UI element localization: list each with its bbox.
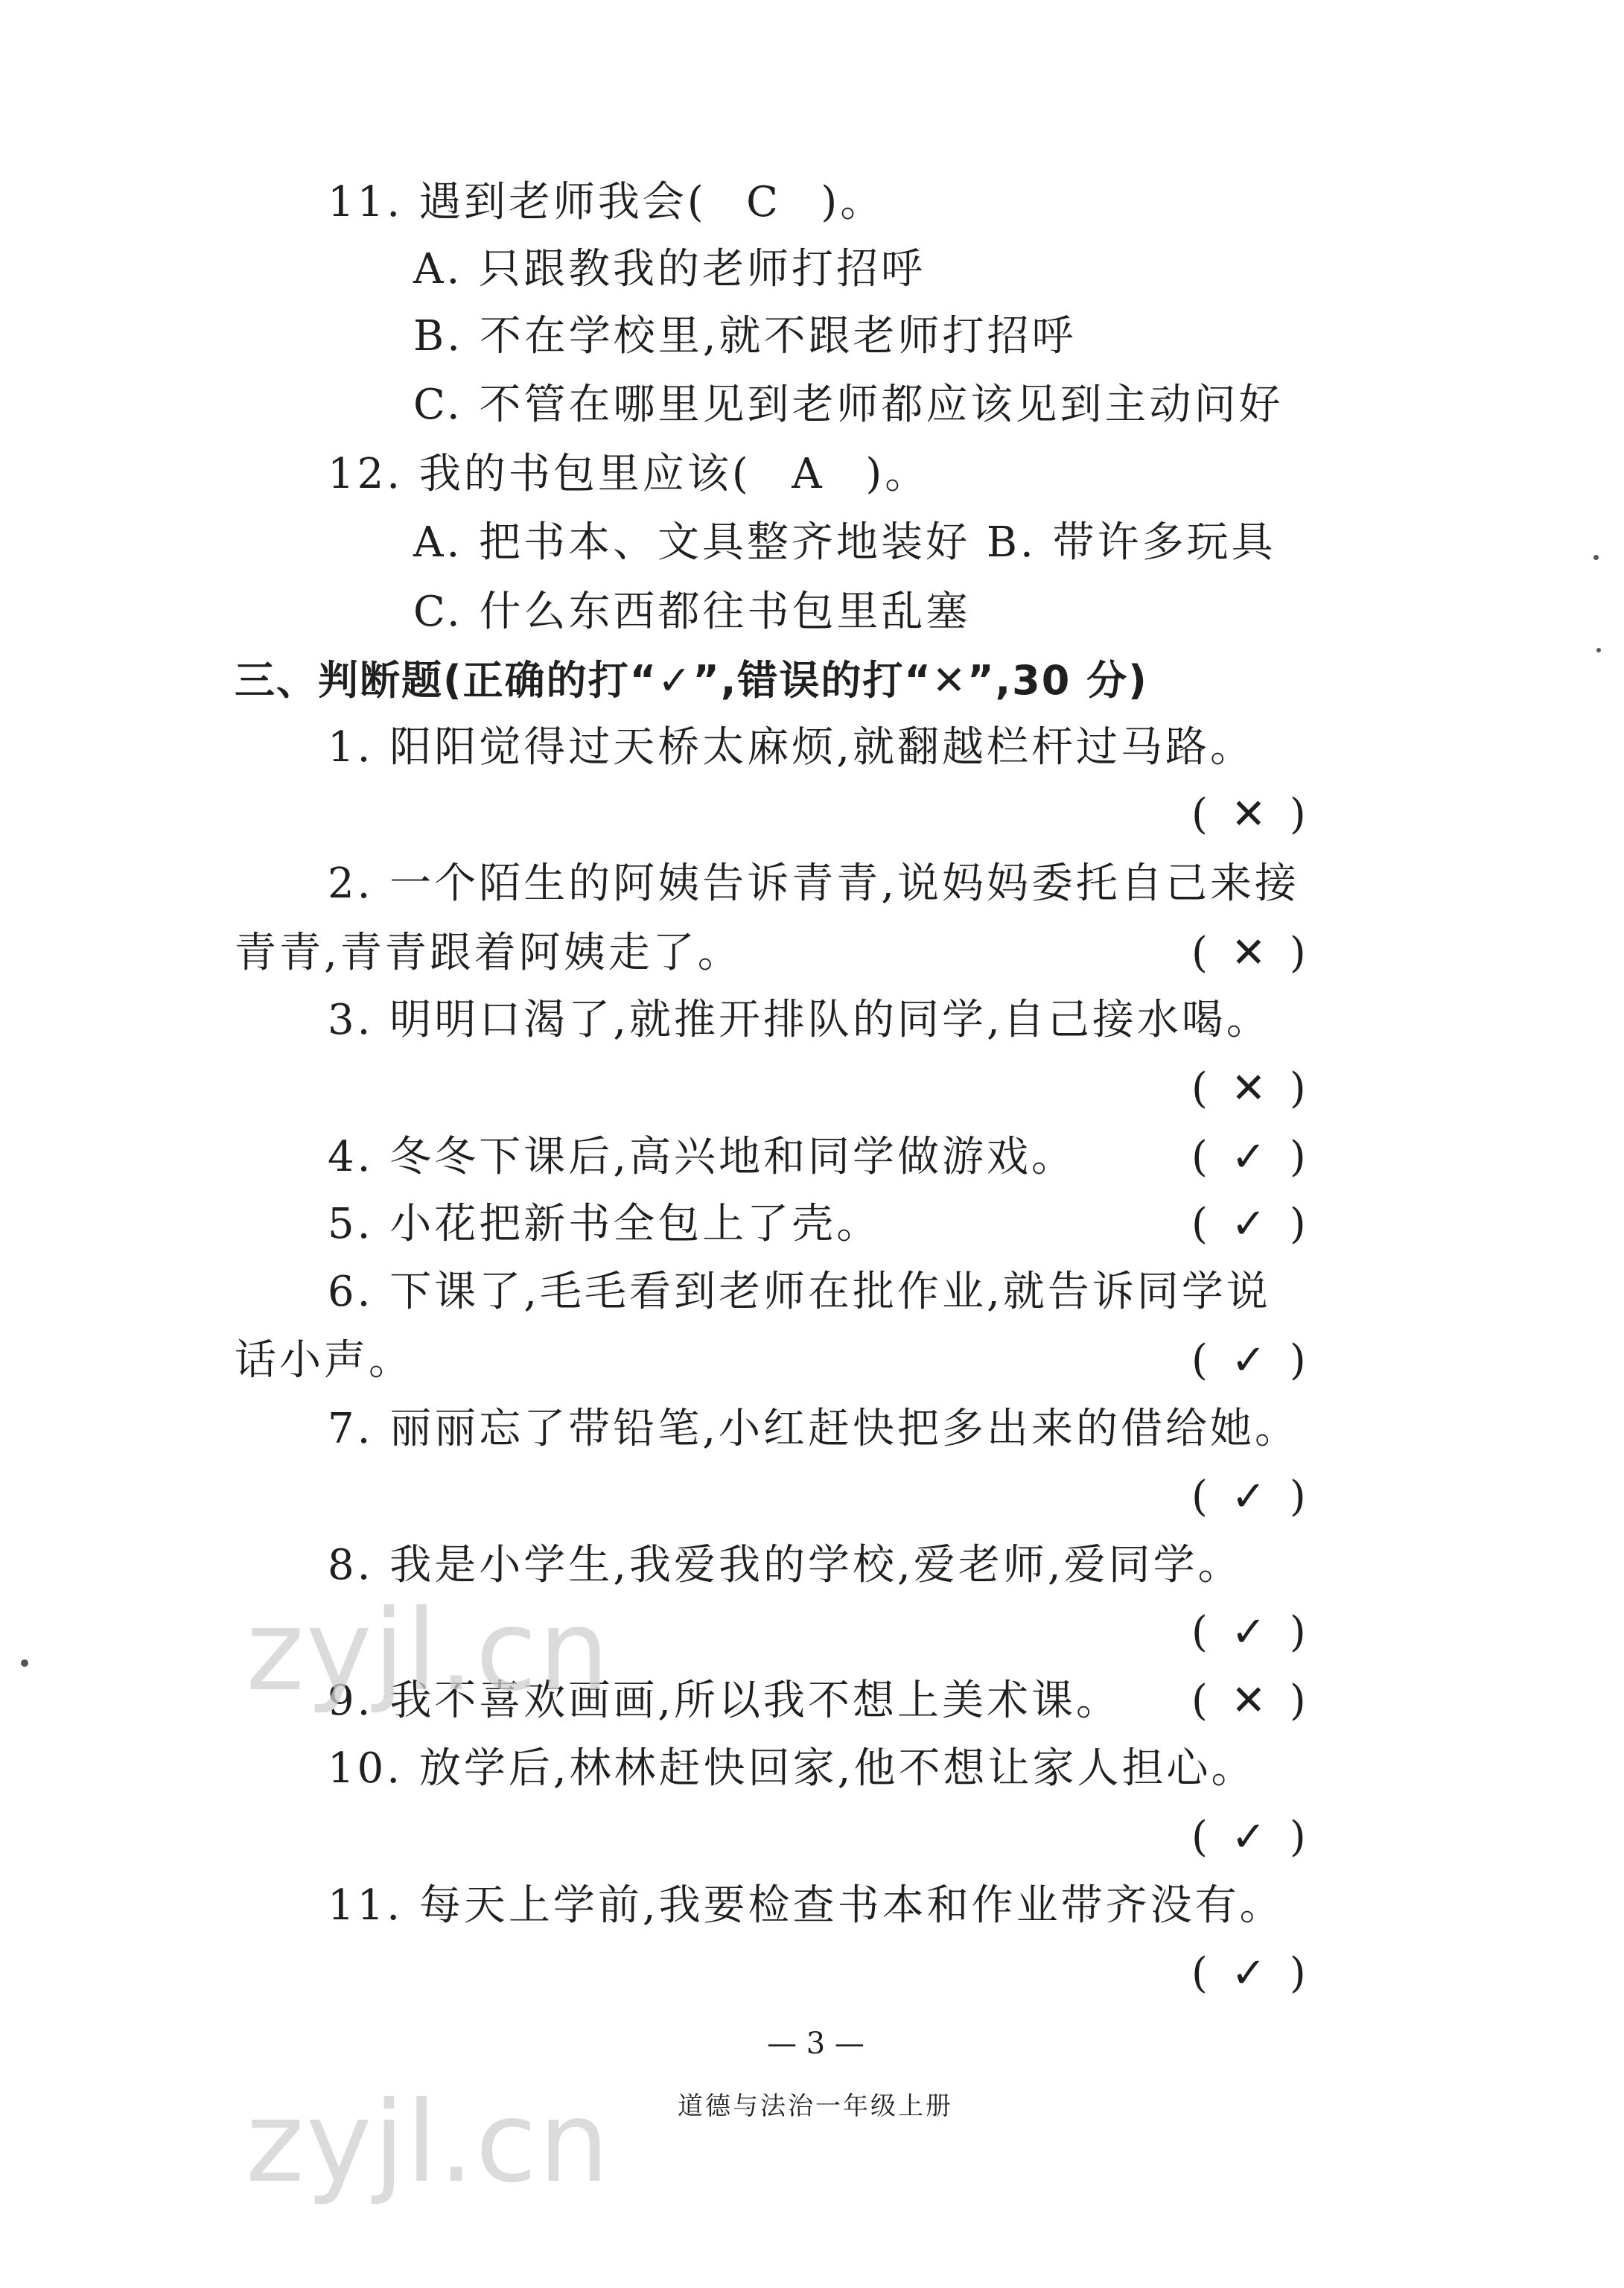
mc-q12-line [328,451,929,498]
judge-answer-2: ( ✕ ) [1191,929,1306,977]
mc-q11-stem: 11. 遇到老师我会( [328,178,707,226]
answer-mark: ✕ [1231,790,1267,839]
answer-mark: ✓ [1231,1813,1267,1861]
mc-q11-option-b: B. 不在学校里,就不跟老师打招呼 [413,312,1077,360]
judge-item-8: 8. 我是小学生,我爱我的学校,爱老师,爱同学。 [328,1541,1243,1589]
answer-mark: ✓ [1231,1133,1267,1181]
judge-item-6: 6. 下课了,毛毛看到老师在批作业,就告诉同学说 [328,1268,1271,1316]
judge-answer-6: ( ✓ ) [1191,1336,1306,1385]
mc-q12-stem: 12. 我的书包里应该( [328,450,751,498]
answer-mark: ✕ [1231,1064,1267,1113]
scan-speck [1593,555,1599,560]
judge-answer-7: ( ✓ ) [1191,1472,1306,1521]
judge-item-5: 5. 小花把新书全包上了壳。 [328,1200,882,1248]
judge-answer-8: ( ✓ ) [1191,1608,1306,1656]
scan-speck [1596,648,1601,652]
judge-answer-9: ( ✕ ) [1191,1677,1306,1725]
judge-answer-10: ( ✓ ) [1191,1813,1306,1861]
judge-answer-4: ( ✓ ) [1191,1133,1306,1181]
judge-item-9: 9. 我不喜欢画画,所以我不想上美术课。 [328,1677,1121,1725]
mc-q12-end: )。 [865,450,930,498]
watermark-lower: zyjl.cn [246,2078,611,2208]
mc-q12-answer: A [792,450,825,498]
judge-item-10: 10. 放学后,林林赶快回家,他不想让家人担心。 [328,1744,1256,1793]
judge-item-2-cont: 青青,青青跟着阿姨走了。 [235,929,742,977]
judge-item-2: 2. 一个陌生的阿姨告诉青青,说妈妈委托自己来接 [328,859,1300,908]
answer-mark: ✓ [1231,1336,1267,1385]
mc-q12-option-c: C. 什么东西都往书包里乱塞 [413,588,971,636]
judge-item-4: 4. 冬冬下课后,高兴地和同学做游戏。 [328,1133,1077,1181]
judge-item-6-cont: 话小声。 [235,1336,413,1385]
mc-q11-line [328,179,885,226]
judge-item-11: 11. 每天上学前,我要检查书本和作业带齐没有。 [328,1881,1284,1930]
mc-q12-option-ab: A. 把书本、文具整齐地装好 B. 带许多玩具 [413,518,1276,567]
answer-mark: ✓ [1231,1200,1267,1248]
answer-mark: ✕ [1231,929,1267,977]
answer-mark: ✓ [1231,1949,1267,1998]
page-number: — 3 — [767,2027,864,2061]
mc-q11-end: )。 [821,178,885,226]
watermark-upper: zyjl.cn [246,1586,611,1716]
scan-speck [21,1659,28,1667]
judge-answer-1: ( ✕ ) [1191,790,1306,839]
judge-item-7: 7. 丽丽忘了带铅笔,小红赶快把多出来的借给她。 [328,1405,1300,1453]
answer-mark: ✕ [1231,1677,1267,1725]
judge-item-1: 1. 阳阳觉得过天桥太麻烦,就翻越栏杆过马路。 [328,723,1255,772]
book-title: 道德与法治一年级上册 [678,2091,953,2121]
answer-mark: ✓ [1231,1472,1267,1521]
mc-q11-option-a: A. 只跟教我的老师打招呼 [413,245,926,293]
judge-answer-5: ( ✓ ) [1191,1200,1306,1248]
mc-q11-answer: C [746,178,781,226]
judge-answer-3: ( ✕ ) [1191,1064,1306,1113]
judge-item-3: 3. 明明口渴了,就推开排队的同学,自己接水喝。 [328,996,1271,1044]
mc-q11-option-c: C. 不管在哪里见到老师都应该见到主动问好 [413,381,1284,429]
judge-answer-11: ( ✓ ) [1191,1949,1306,1998]
section-heading: 三、判断题(正确的打“✓”,错误的打“✕”,30 分) [235,657,1148,704]
answer-mark: ✓ [1231,1608,1267,1656]
